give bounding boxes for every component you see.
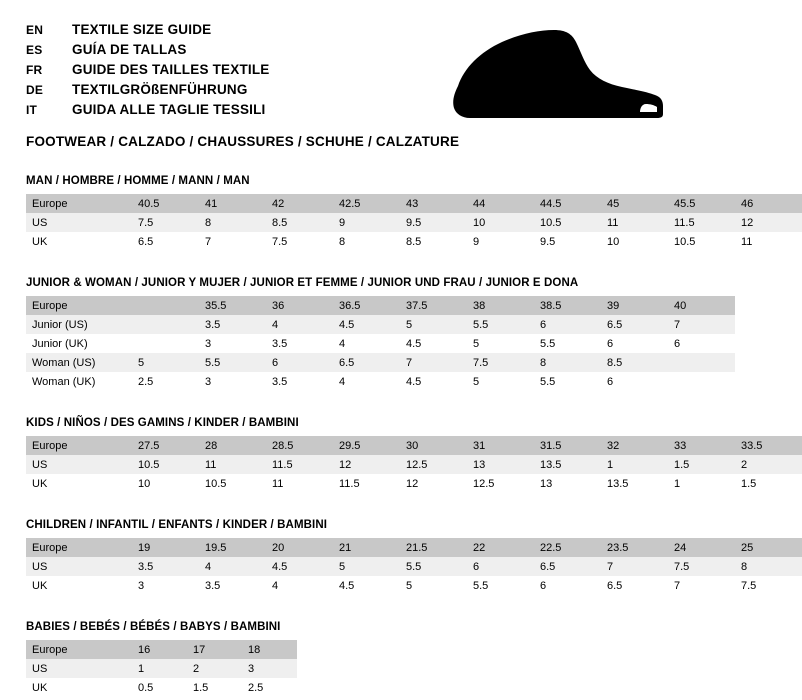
table-cell: 8 xyxy=(339,235,346,248)
table-cell: 20 xyxy=(266,538,333,557)
table-cell: 31 xyxy=(467,436,534,455)
table-cell: 22.5 xyxy=(534,538,601,557)
table-cell: 36.5 xyxy=(333,296,400,315)
table-cell: 7 xyxy=(668,315,735,334)
table-cell: 44 xyxy=(467,194,534,213)
table-cell: 24 xyxy=(668,538,735,557)
section-children xyxy=(26,519,757,595)
row-label: US xyxy=(26,213,132,232)
table-cell xyxy=(132,296,199,315)
table-cell: 2.5 xyxy=(248,681,264,694)
table-cell: 0.5 xyxy=(138,681,154,694)
table-cell: 25 xyxy=(735,538,802,557)
table-cell: 44.5 xyxy=(534,194,601,213)
table-cell: 12 xyxy=(735,213,802,232)
size-table-man xyxy=(26,194,802,251)
table-cell: 10.5 xyxy=(674,235,696,248)
section-title: BABIES / BEBÉS / BÉBÉS / BABYS / BAMBINI xyxy=(26,621,281,633)
table-cell: 38 xyxy=(467,296,534,315)
table-cell: 5 xyxy=(406,579,413,592)
section-title: CHILDREN / INFANTIL / ENFANTS / KINDER / BAMBINI xyxy=(26,519,328,531)
table-cell: 6 xyxy=(607,337,614,350)
table-cell xyxy=(668,372,735,391)
table-cell: 6 xyxy=(467,557,534,576)
table-cell: 12 xyxy=(406,477,419,490)
table-cell: 3.5 xyxy=(272,337,288,350)
table-cell: 4.5 xyxy=(406,337,422,350)
table-cell: 4 xyxy=(339,337,346,350)
table-cell: 6 xyxy=(674,337,681,350)
table-cell: 10.5 xyxy=(205,477,227,490)
table-cell: 7.5 xyxy=(272,235,288,248)
table-cell: 31.5 xyxy=(534,436,601,455)
table-cell: 4 xyxy=(339,375,346,388)
table-cell: 7.5 xyxy=(741,579,757,592)
table-cell: 6.5 xyxy=(534,557,601,576)
table-row xyxy=(26,194,802,213)
table-cell: 29.5 xyxy=(333,436,400,455)
section-junior-woman xyxy=(26,277,687,391)
table-cell: 11.5 xyxy=(668,213,735,232)
table-cell: 5 xyxy=(473,375,480,388)
table-cell: 11.5 xyxy=(339,477,360,490)
table-cell: 30 xyxy=(400,436,467,455)
table-cell: 6.5 xyxy=(607,579,623,592)
table-cell: 5.5 xyxy=(473,579,489,592)
table-cell: 8.5 xyxy=(266,213,333,232)
row-label: Europe xyxy=(26,538,132,557)
table-cell: 6 xyxy=(534,315,601,334)
section-babies xyxy=(26,621,674,697)
row-label: Europe xyxy=(26,296,132,315)
table-cell: 32 xyxy=(601,436,668,455)
table-cell: 8.5 xyxy=(601,353,668,372)
table-cell: 9 xyxy=(333,213,400,232)
row-label: UK xyxy=(32,477,48,490)
table-cell: 45 xyxy=(601,194,668,213)
table-cell: 10 xyxy=(138,477,151,490)
table-cell: 13.5 xyxy=(534,455,601,474)
table-cell: 40.5 xyxy=(132,194,199,213)
table-cell: 39 xyxy=(601,296,668,315)
row-label: UK xyxy=(32,579,48,592)
table-row xyxy=(26,474,802,493)
table-cell: 6 xyxy=(607,375,614,388)
table-cell: 7.5 xyxy=(668,557,735,576)
table-cell: 22 xyxy=(467,538,534,557)
table-cell: 27.5 xyxy=(132,436,199,455)
table-cell: 35.5 xyxy=(199,296,266,315)
table-cell: 1.5 xyxy=(668,455,735,474)
section-kids xyxy=(26,417,763,493)
table-cell: 42 xyxy=(266,194,333,213)
table-cell xyxy=(668,353,735,372)
language-title: GUIDE DES TAILLES TEXTILE xyxy=(72,62,270,77)
table-row xyxy=(26,372,735,391)
table-cell: 36 xyxy=(266,296,333,315)
table-cell: 3 xyxy=(205,375,212,388)
table-cell: 8.5 xyxy=(406,235,422,248)
size-table-kids xyxy=(26,436,802,493)
row-label: UK xyxy=(32,235,48,248)
table-cell: 5.5 xyxy=(540,337,556,350)
table-cell: 2.5 xyxy=(138,375,154,388)
table-cell: 1 xyxy=(674,477,681,490)
table-row xyxy=(26,576,802,595)
row-label: Europe xyxy=(26,194,132,213)
table-cell: 28.5 xyxy=(266,436,333,455)
table-cell: 12.5 xyxy=(473,477,495,490)
table-cell: 11 xyxy=(272,477,284,490)
table-cell: 5 xyxy=(333,557,400,576)
row-label: UK xyxy=(32,681,48,694)
table-cell: 11.5 xyxy=(266,455,333,474)
table-cell: 2 xyxy=(187,659,242,678)
table-cell: 7.5 xyxy=(132,213,199,232)
table-cell: 4.5 xyxy=(266,557,333,576)
table-cell: 21 xyxy=(333,538,400,557)
table-cell: 6 xyxy=(266,353,333,372)
category-heading: FOOTWEAR / CALZADO / CHAUSSURES / SCHUHE / CALZATURE xyxy=(26,134,460,149)
table-cell: 7 xyxy=(674,579,681,592)
row-label: US xyxy=(26,557,132,576)
table-row xyxy=(26,538,802,557)
table-cell: 8 xyxy=(534,353,601,372)
table-cell: 12.5 xyxy=(400,455,467,474)
language-title: TEXTILGRÖßENFÜHRUNG xyxy=(72,82,248,97)
table-row xyxy=(26,436,802,455)
table-cell: 13 xyxy=(467,455,534,474)
table-cell: 4.5 xyxy=(406,375,422,388)
table-cell: 28 xyxy=(199,436,266,455)
table-cell: 1.5 xyxy=(741,477,757,490)
dress-shoe-icon xyxy=(450,28,666,120)
table-cell: 3.5 xyxy=(132,557,199,576)
table-cell: 4.5 xyxy=(333,315,400,334)
table-cell: 21.5 xyxy=(400,538,467,557)
table-cell: 4 xyxy=(272,579,279,592)
table-cell: 3.5 xyxy=(199,315,266,334)
table-cell: 9.5 xyxy=(400,213,467,232)
row-label: US xyxy=(26,455,132,474)
row-label: Europe xyxy=(26,640,132,659)
table-cell: 19.5 xyxy=(199,538,266,557)
table-cell: 8 xyxy=(199,213,266,232)
table-cell: 41 xyxy=(199,194,266,213)
table-cell: 3.5 xyxy=(272,375,288,388)
table-cell: 5 xyxy=(132,353,199,372)
table-cell: 11 xyxy=(741,235,753,248)
row-label: Junior (UK) xyxy=(32,337,88,350)
table-cell: 23.5 xyxy=(601,538,668,557)
language-code: DE xyxy=(26,83,44,97)
table-cell: 7 xyxy=(205,235,212,248)
table-row xyxy=(26,678,297,697)
table-row xyxy=(26,296,735,315)
table-cell: 3.5 xyxy=(205,579,221,592)
table-cell: 43 xyxy=(400,194,467,213)
table-cell: 18 xyxy=(242,640,297,659)
table-cell xyxy=(132,334,199,353)
table-cell: 33.5 xyxy=(735,436,802,455)
table-cell: 1 xyxy=(601,455,668,474)
table-cell: 42.5 xyxy=(333,194,400,213)
row-label: Woman (UK) xyxy=(32,375,96,388)
table-row xyxy=(26,232,802,251)
table-row xyxy=(26,455,802,474)
table-cell: 1.5 xyxy=(193,681,209,694)
table-cell xyxy=(132,315,199,334)
table-cell: 6.5 xyxy=(333,353,400,372)
language-title: GUIDA ALLE TAGLIE TESSILI xyxy=(72,102,266,117)
language-code: FR xyxy=(26,63,43,77)
table-cell: 6.5 xyxy=(138,235,154,248)
size-table-junior-woman xyxy=(26,296,735,391)
table-cell: 38.5 xyxy=(534,296,601,315)
language-code: EN xyxy=(26,23,44,37)
table-cell: 4 xyxy=(266,315,333,334)
table-cell: 37.5 xyxy=(400,296,467,315)
table-cell: 5.5 xyxy=(199,353,266,372)
row-label: Junior (US) xyxy=(26,315,132,334)
table-cell: 7 xyxy=(400,353,467,372)
table-cell: 4.5 xyxy=(339,579,355,592)
table-cell: 45.5 xyxy=(668,194,735,213)
table-cell: 6.5 xyxy=(601,315,668,334)
table-row xyxy=(26,557,802,576)
table-cell: 3 xyxy=(242,659,297,678)
table-row xyxy=(26,353,735,372)
table-cell: 2 xyxy=(735,455,802,474)
row-label: Woman (US) xyxy=(26,353,132,372)
table-cell: 4 xyxy=(199,557,266,576)
table-row xyxy=(26,659,297,678)
table-cell: 9.5 xyxy=(540,235,556,248)
size-table-babies xyxy=(26,640,297,697)
table-cell: 5 xyxy=(400,315,467,334)
table-row xyxy=(26,640,297,659)
document-header xyxy=(26,22,674,149)
table-cell: 5.5 xyxy=(400,557,467,576)
table-cell: 46 xyxy=(735,194,802,213)
table-row xyxy=(26,315,735,334)
table-cell: 12 xyxy=(333,455,400,474)
table-cell: 11 xyxy=(199,455,266,474)
table-cell: 10.5 xyxy=(132,455,199,474)
table-cell: 3 xyxy=(205,337,212,350)
table-cell: 9 xyxy=(473,235,480,248)
table-cell: 13 xyxy=(540,477,553,490)
language-code: IT xyxy=(26,103,38,117)
row-label: US xyxy=(26,659,132,678)
section-title: MAN / HOMBRE / HOMME / MANN / MAN xyxy=(26,175,250,187)
row-label: Europe xyxy=(26,436,132,455)
table-cell: 17 xyxy=(187,640,242,659)
table-cell: 10 xyxy=(607,235,620,248)
table-row xyxy=(26,213,802,232)
table-cell: 10 xyxy=(467,213,534,232)
table-cell: 11 xyxy=(601,213,668,232)
table-cell: 33 xyxy=(668,436,735,455)
table-cell: 7 xyxy=(601,557,668,576)
table-cell: 7.5 xyxy=(467,353,534,372)
table-cell: 5 xyxy=(473,337,480,350)
language-title: GUÍA DE TALLAS xyxy=(72,42,187,57)
table-cell: 8 xyxy=(735,557,802,576)
section-title: JUNIOR & WOMAN / JUNIOR Y MUJER / JUNIOR ET FEMME / JUNIOR UND FRAU / JUNIOR E DONA xyxy=(26,277,579,289)
table-cell: 19 xyxy=(132,538,199,557)
table-cell: 6 xyxy=(540,579,547,592)
table-row xyxy=(26,334,735,353)
table-cell: 5.5 xyxy=(467,315,534,334)
table-cell: 40 xyxy=(668,296,735,315)
language-title: TEXTILE SIZE GUIDE xyxy=(72,22,212,37)
table-cell: 13.5 xyxy=(607,477,629,490)
table-cell: 16 xyxy=(132,640,187,659)
table-cell: 10.5 xyxy=(534,213,601,232)
table-cell: 3 xyxy=(138,579,145,592)
table-cell: 1 xyxy=(132,659,187,678)
section-title: KIDS / NIÑOS / DES GAMINS / KINDER / BAMBINI xyxy=(26,417,299,429)
section-man xyxy=(26,175,754,251)
size-table-children xyxy=(26,538,802,595)
table-cell: 5.5 xyxy=(540,375,556,388)
language-code: ES xyxy=(26,43,43,57)
